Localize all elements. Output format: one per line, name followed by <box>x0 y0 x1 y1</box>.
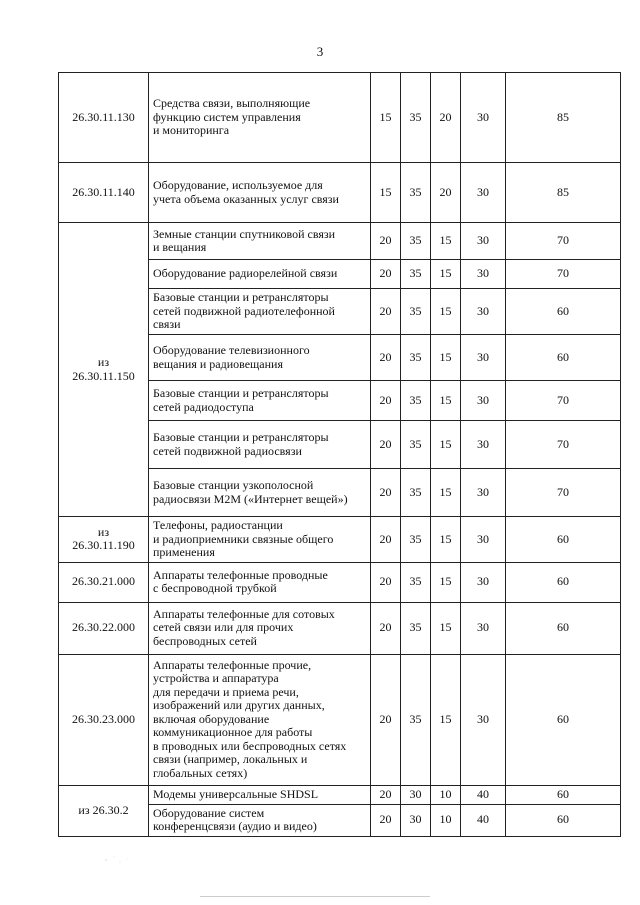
value-cell-5: 60 <box>506 654 621 785</box>
value-cell-3: 15 <box>431 223 461 260</box>
value-cell-3: 20 <box>431 163 461 223</box>
equipment-description: Базовые станции узкополосной радиосвязи M2M («Интернет вещей») <box>149 469 371 517</box>
equipment-description: Модемы универсальные SHDSL <box>149 785 371 804</box>
value-cell-3: 15 <box>431 335 461 381</box>
value-cell-2: 35 <box>401 163 431 223</box>
value-cell-4: 30 <box>461 381 506 421</box>
equipment-description: Аппараты телефонные для сотовых сетей связи или для прочих беспроводных сетей <box>149 602 371 654</box>
value-cell-5: 85 <box>506 163 621 223</box>
value-cell-2: 35 <box>401 602 431 654</box>
value-cell-2: 35 <box>401 654 431 785</box>
value-cell-4: 30 <box>461 562 506 602</box>
value-cell-5: 70 <box>506 469 621 517</box>
okpd-code: 26.30.11.130 <box>59 73 149 163</box>
value-cell-1: 20 <box>371 517 401 563</box>
value-cell-4: 30 <box>461 163 506 223</box>
value-cell-3: 15 <box>431 260 461 289</box>
scan-specks <box>100 850 140 870</box>
value-cell-2: 35 <box>401 223 431 260</box>
table-body <box>59 73 621 837</box>
equipment-description: Средства связи, выполняющие функцию систем управления и мониторинга <box>149 73 371 163</box>
value-cell-5: 60 <box>506 335 621 381</box>
value-cell-1: 15 <box>371 73 401 163</box>
value-cell-5: 70 <box>506 381 621 421</box>
equipment-description: Земные станции спутниковой связи и вещания <box>149 223 371 260</box>
value-cell-4: 30 <box>461 260 506 289</box>
okpd-code: из 26.30.11.150 <box>59 223 149 517</box>
okpd-code: 26.30.11.140 <box>59 163 149 223</box>
value-cell-2: 30 <box>401 804 431 836</box>
bottom-edge-line <box>200 896 430 897</box>
value-cell-3: 15 <box>431 421 461 469</box>
value-cell-1: 20 <box>371 335 401 381</box>
equipment-description: Оборудование, используемое для учета объема оказанных услуг связи <box>149 163 371 223</box>
value-cell-3: 15 <box>431 562 461 602</box>
okpd-code: из 26.30.2 <box>59 785 149 836</box>
okpd-code: 26.30.23.000 <box>59 654 149 785</box>
value-cell-5: 60 <box>506 289 621 335</box>
table-row <box>59 562 621 602</box>
value-cell-2: 35 <box>401 469 431 517</box>
value-cell-1: 20 <box>371 223 401 260</box>
equipment-description: Аппараты телефонные проводные с беспроводной трубкой <box>149 562 371 602</box>
value-cell-3: 15 <box>431 289 461 335</box>
value-cell-1: 20 <box>371 260 401 289</box>
value-cell-4: 30 <box>461 654 506 785</box>
value-cell-3: 20 <box>431 73 461 163</box>
value-cell-4: 30 <box>461 289 506 335</box>
value-cell-5: 60 <box>506 602 621 654</box>
value-cell-2: 35 <box>401 562 431 602</box>
value-cell-5: 70 <box>506 421 621 469</box>
value-cell-2: 35 <box>401 421 431 469</box>
value-cell-5: 70 <box>506 260 621 289</box>
value-cell-4: 30 <box>461 73 506 163</box>
value-cell-2: 30 <box>401 785 431 804</box>
value-cell-5: 60 <box>506 804 621 836</box>
equipment-description: Базовые станции и ретрансляторы сетей подвижной радиотелефонной связи <box>149 289 371 335</box>
value-cell-3: 15 <box>431 602 461 654</box>
value-cell-4: 40 <box>461 804 506 836</box>
value-cell-3: 15 <box>431 517 461 563</box>
value-cell-4: 30 <box>461 517 506 563</box>
value-cell-1: 20 <box>371 421 401 469</box>
value-cell-4: 40 <box>461 785 506 804</box>
okpd-code: 26.30.22.000 <box>59 602 149 654</box>
value-cell-4: 30 <box>461 469 506 517</box>
equipment-description: Оборудование систем конференцсвязи (аудио и видео) <box>149 804 371 836</box>
value-cell-2: 35 <box>401 260 431 289</box>
value-cell-3: 15 <box>431 381 461 421</box>
table-row <box>59 785 621 804</box>
value-cell-1: 20 <box>371 381 401 421</box>
value-cell-3: 10 <box>431 804 461 836</box>
table-row <box>59 654 621 785</box>
equipment-description: Базовые станции и ретрансляторы сетей радиодоступа <box>149 381 371 421</box>
value-cell-5: 60 <box>506 562 621 602</box>
value-cell-5: 70 <box>506 223 621 260</box>
value-cell-4: 30 <box>461 602 506 654</box>
table-row <box>59 602 621 654</box>
value-cell-1: 20 <box>371 602 401 654</box>
equipment-description: Оборудование телевизионного вещания и радиовещания <box>149 335 371 381</box>
value-cell-1: 20 <box>371 469 401 517</box>
value-cell-4: 30 <box>461 335 506 381</box>
value-cell-2: 35 <box>401 73 431 163</box>
page-number: 3 <box>316 44 324 59</box>
okpd-code: из 26.30.11.190 <box>59 517 149 563</box>
value-cell-2: 35 <box>401 517 431 563</box>
value-cell-4: 30 <box>461 421 506 469</box>
value-cell-1: 20 <box>371 785 401 804</box>
value-cell-2: 35 <box>401 335 431 381</box>
table-row <box>59 73 621 163</box>
okpd-code: 26.30.21.000 <box>59 562 149 602</box>
value-cell-1: 20 <box>371 289 401 335</box>
value-cell-5: 85 <box>506 73 621 163</box>
value-cell-1: 15 <box>371 163 401 223</box>
value-cell-3: 10 <box>431 785 461 804</box>
value-cell-2: 35 <box>401 289 431 335</box>
value-cell-1: 20 <box>371 562 401 602</box>
classification-table <box>58 72 621 837</box>
value-cell-3: 15 <box>431 469 461 517</box>
value-cell-1: 20 <box>371 804 401 836</box>
equipment-description: Аппараты телефонные прочие, устройства и аппаратура для передачи и приема речи, изображений или других данных, включая оборудование коммуникационное для работы в проводных или беспроводных сетях связи (например, локальных и глобальных сетях) <box>149 654 371 785</box>
equipment-description: Оборудование радиорелейной связи <box>149 260 371 289</box>
table-row <box>59 517 621 563</box>
equipment-description: Базовые станции и ретрансляторы сетей подвижной радиосвязи <box>149 421 371 469</box>
value-cell-2: 35 <box>401 381 431 421</box>
table-row <box>59 223 621 260</box>
equipment-description: Телефоны, радиостанции и радиоприемники связные общего применения <box>149 517 371 563</box>
value-cell-5: 60 <box>506 517 621 563</box>
value-cell-3: 15 <box>431 654 461 785</box>
value-cell-1: 20 <box>371 654 401 785</box>
value-cell-5: 60 <box>506 785 621 804</box>
value-cell-4: 30 <box>461 223 506 260</box>
table-row <box>59 163 621 223</box>
